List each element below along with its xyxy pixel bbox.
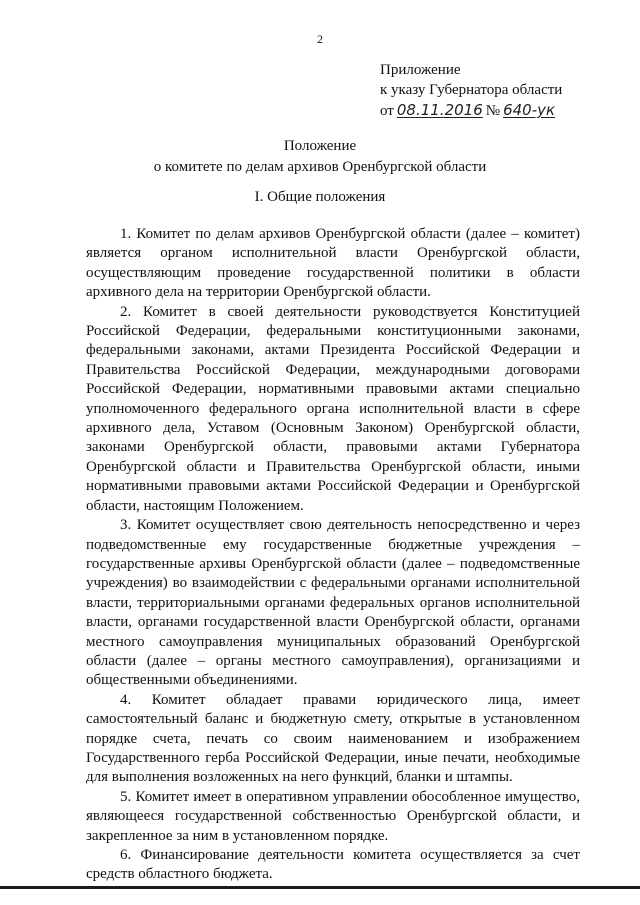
title-line-1: Положение [283, 138, 357, 154]
annex-reference: к указу Губернатора области [380, 82, 563, 98]
date-prefix: от [380, 103, 394, 119]
paragraph-2: 2. Комитет в своей деятельности руководствуется Конституцией Российской Федерации, федеральными конституционными законами, федеральными законами, актами Президента Российской Федерации и Правительства Российской Федерации, международными договорами Российской Федерации, нормативными правовыми актами специально уполномоченного федерального органа исполнительной власти в сфере архивного дела, Уставом (Основным Законом) Оренбургской области, законами Оренбургской области, правовыми актами Губернатора Оренбургской области и Правительства Оренбургской области, иными нормативными правовыми актами Российской Федерации и Оренбургской области, настоящим Положением. [86, 303, 580, 514]
paragraph-4: 4. Комитет обладает правами юридического лица, имеет самостоятельный баланс и бюджетную смету, открытые в установленном порядке счета, печать со своим наименованием и изображением Государственного герба Российской Федерации, иные печати, необходимые для выполнения возложенных на него функций, бланки и штампы. [86, 691, 580, 786]
document-title [0, 136, 640, 178]
number-prefix: № [485, 103, 501, 119]
title-line-2: о комитете по делам архивов Оренбургской области [153, 159, 487, 175]
annex-block [380, 60, 562, 121]
paragraph-1: 1. Комитет по делам архивов Оренбургской области (далее – комитет) является органом исполнительной власти Оренбургской области, осуществляющим проведение государственной политики в области архивного дела на территории Оренбургской области. [86, 226, 580, 301]
paragraph-3: 3. Комитет осуществляет свою деятельность непосредственно и через подведомственные ему государственные бюджетные учреждения – государственные архивы Оренбургской области (далее – подведомственные учреждения) во взаимодействии с федеральными органами исполнительной власти, территориальными органами федеральных органов исполнительной власти, органами государственной власти Оренбургской области, органами местного самоуправления муниципальных образований Оренбургской области (далее – органы местного самоуправления), организациями и общественными объединениями. [86, 517, 580, 689]
handwritten-number: 640-ук [503, 101, 556, 119]
paragraph-6: 6. Финансирование деятельности комитета осуществляется за счет средств областного бюджета. [86, 847, 580, 883]
page-number: 2 [317, 32, 323, 46]
annex-title: Приложение [380, 62, 461, 78]
body-text [86, 225, 580, 885]
paragraph-5: 5. Комитет имеет в оперативном управлении обособленное имущество, являющееся государственной собственностью Оренбургской области, и закрепленное за ним в установленном порядке. [86, 788, 580, 844]
bottom-scan-edge [0, 886, 640, 889]
annex-date-line [380, 100, 562, 121]
handwritten-date: 08.11.2016 [396, 101, 483, 119]
section-heading: I. Общие положения [254, 189, 386, 205]
